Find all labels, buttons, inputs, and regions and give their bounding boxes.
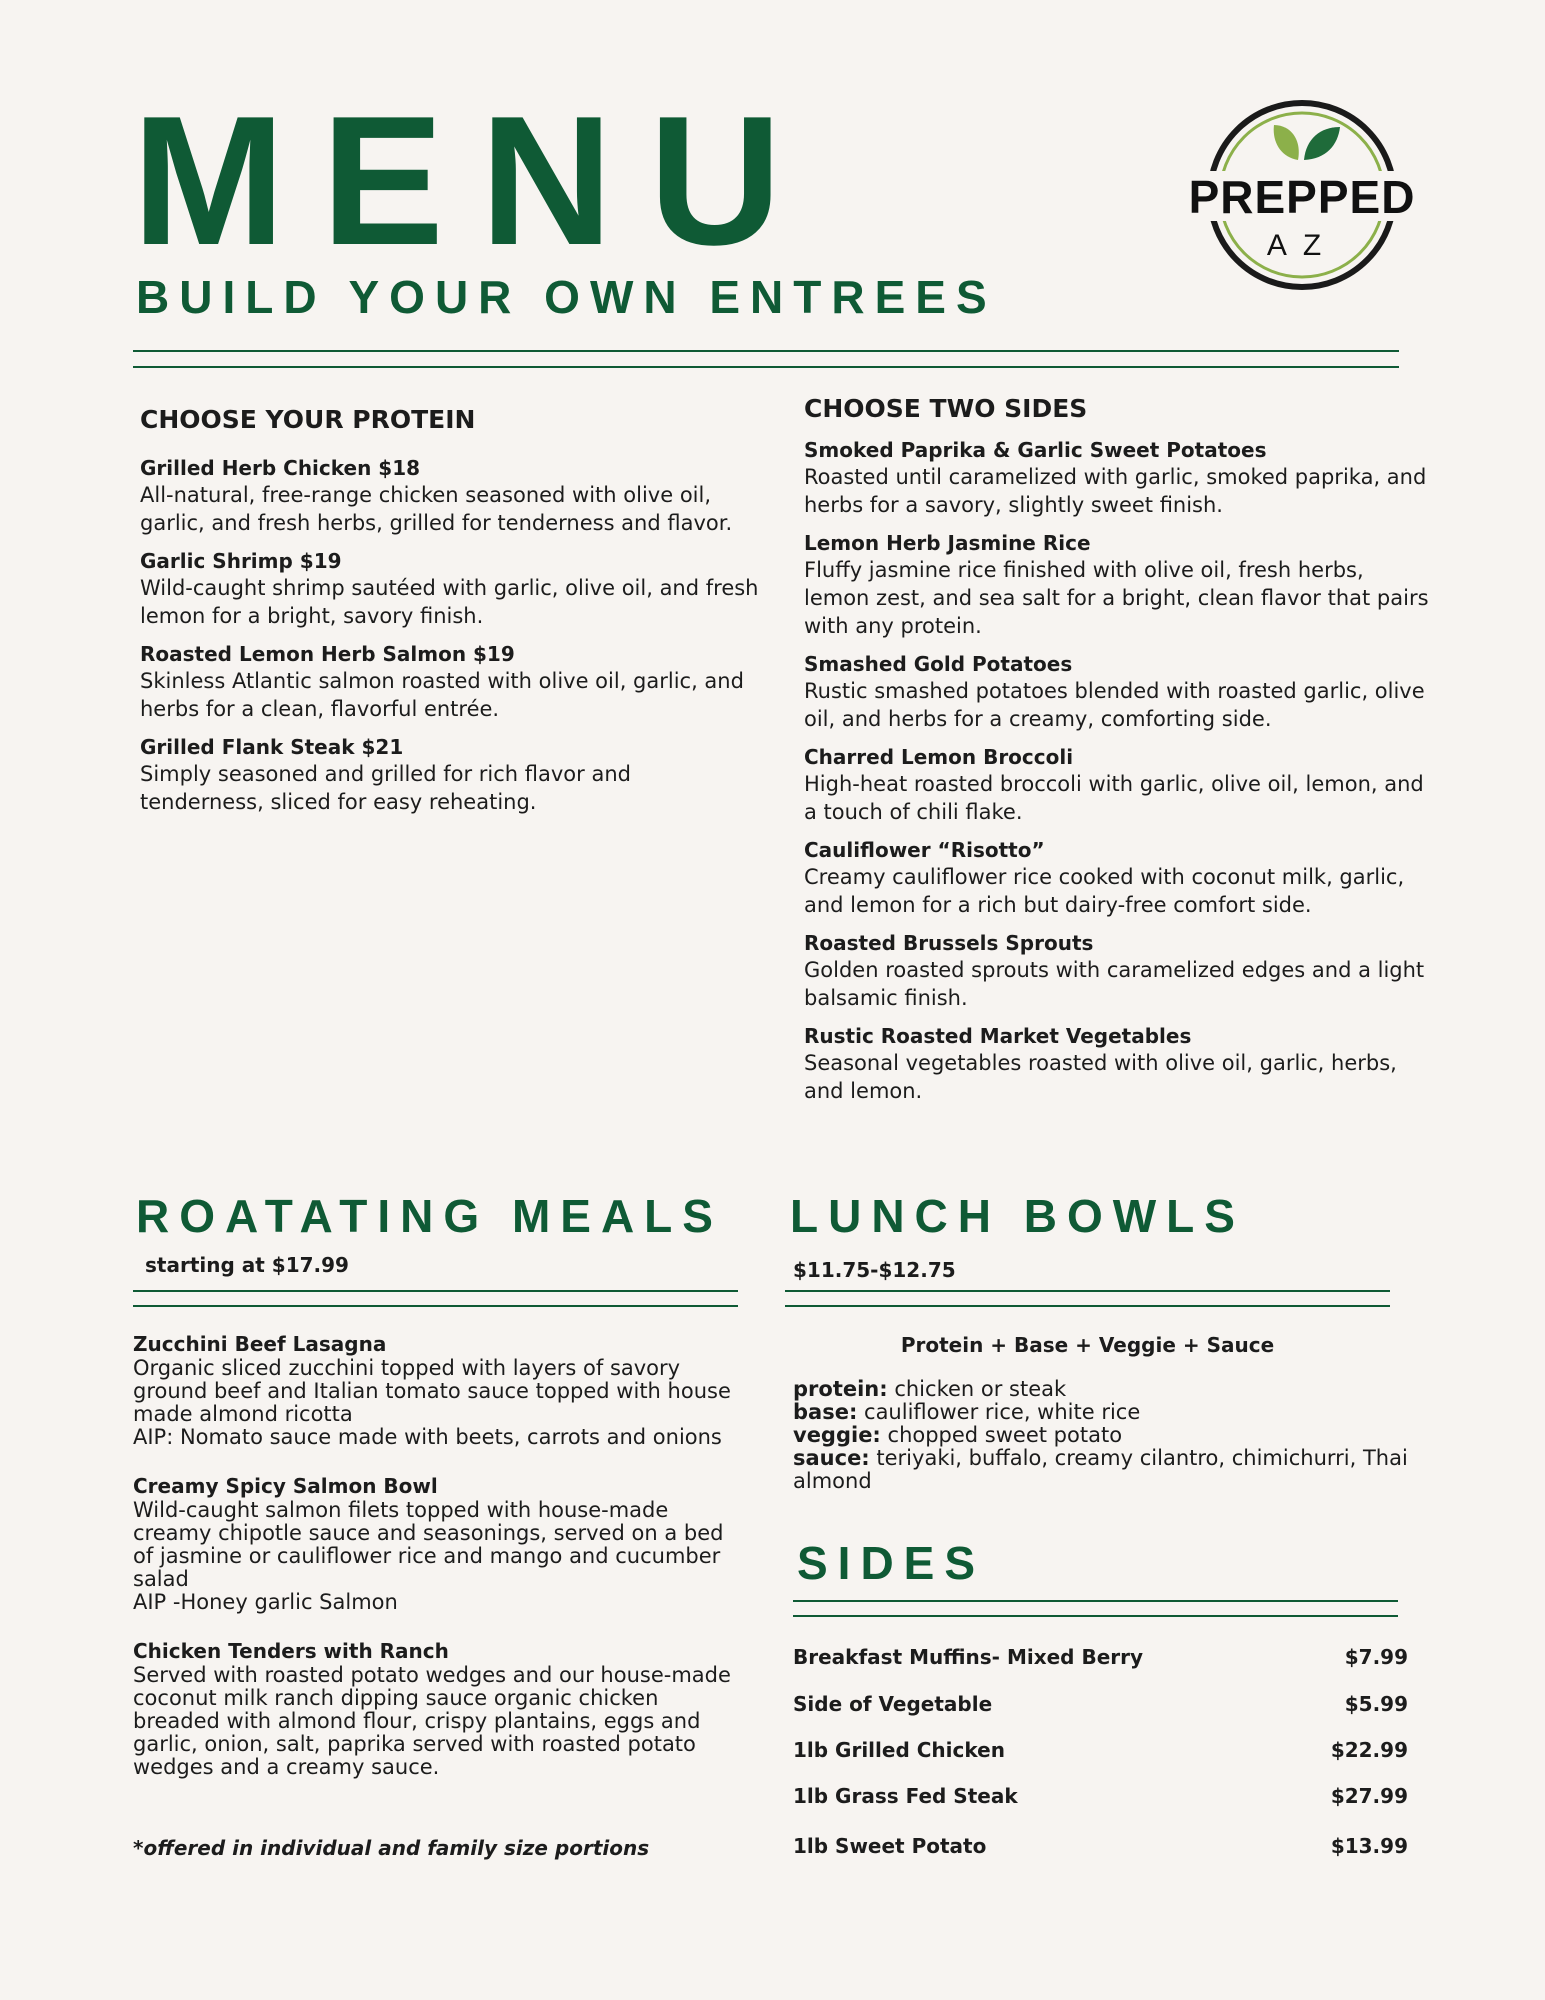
protein-item-desc: Skinless Atlantic salmon roasted with olive oil, garlic, and herbs for a clean, flavorful entrée. [140,669,744,721]
leaf-icon [1274,125,1340,160]
meal-name: Chicken Tenders with Ranch [133,1639,449,1663]
side-choice-name: Lemon Herb Jasmine Rice [804,531,1091,555]
meal-name: Creamy Spicy Salmon Bowl [133,1474,438,1498]
bowl-option [793,1378,1418,1401]
side-name: 1lb Sweet Potato [793,1834,987,1858]
side-choice-item [804,930,1429,1012]
meal-name: Zucchini Beef Lasagna [133,1332,387,1356]
side-name: Breakfast Muffins- Mixed Berry [793,1645,1144,1669]
bowl-option-value: cauliflower rice, white rice [857,1400,1141,1424]
meal-item [133,1331,748,1449]
header-rule-top [133,350,1399,352]
side-choice-name: Rustic Roasted Market Vegetables [804,1024,1192,1048]
protein-item-name: Garlic Shrimp $19 [140,549,342,573]
side-choice-desc: Roasted until caramelized with garlic, smoked paprika, and herbs for a savory, slightly sweet finish. [804,465,1427,517]
meal-desc: Organic sliced zucchini topped with layers of savory ground beef and Italian tomato sauce topped with house made almond ricotta [133,1356,731,1426]
sides-rule-bottom [793,1615,1398,1617]
lunch-heading: LUNCH BOWLS [790,1190,1245,1242]
protein-item-name: Grilled Flank Steak $21 [140,735,404,759]
side-choice-desc: Seasonal vegetables roasted with olive oil, garlic, herbs, and lemon. [804,1051,1397,1103]
side-choice-desc: High-heat roasted broccoli with garlic, olive oil, lemon, and a touch of chili flake. [804,772,1424,824]
protein-item [140,455,760,537]
side-choice-name: Smashed Gold Potatoes [804,652,1073,676]
sides-rule-top [793,1600,1398,1602]
side-choice-desc: Rustic smashed potatoes blended with roasted garlic, olive oil, and herbs for a creamy, comforting side. [804,679,1425,731]
side-choice-desc: Fluffy jasmine rice finished with olive oil, fresh herbs, lemon zest, and sea salt for a bright, clean flavor that pairs with any protein. [804,558,1429,638]
logo-sub: AZ [1266,229,1338,262]
side-choice-name: Charred Lemon Broccoli [804,745,1074,769]
protein-list [140,455,760,827]
side-price: $27.99 [1330,1784,1408,1808]
bowl-option [793,1447,1418,1493]
protein-item-name: Roasted Lemon Herb Salmon $19 [140,642,515,666]
lunch-options [793,1378,1418,1493]
protein-item-name: Grilled Herb Chicken $18 [140,456,421,480]
side-row [793,1694,1408,1714]
protein-item-desc: All-natural, free-range chicken seasoned with olive oil, garlic, and fresh herbs, grilled for tenderness and flavor. [140,483,733,535]
bowl-option-label: sauce: [793,1446,870,1470]
protein-item-desc: Wild-caught shrimp sautéed with garlic, olive oil, and fresh lemon for a bright, savory finish. [140,576,759,628]
bowl-option-value: chicken or steak [887,1377,1067,1401]
page-subtitle: BUILD YOUR OWN ENTREES [136,271,997,323]
meal-aip-note: AIP: Nomato sauce made with beets, carrots and onions [133,1425,722,1449]
rotating-price-note: starting at $17.99 [145,1253,349,1277]
protein-item [140,641,760,723]
side-choice-desc: Golden roasted sprouts with caramelized edges and a light balsamic finish. [804,958,1425,1010]
portion-footnote: *offered in individual and family size portions [133,1836,650,1860]
side-choice-item [804,837,1429,919]
side-row [793,1836,1408,1856]
side-name: Side of Vegetable [793,1692,993,1716]
rotating-rule-bottom [133,1305,738,1307]
side-choice-item [804,651,1429,733]
side-choice-item [804,437,1429,519]
side-row [793,1786,1408,1806]
side-choice-desc: Creamy cauliflower rice cooked with coconut milk, garlic, and lemon for a rich but dairy-free comfort side. [804,865,1405,917]
meal-item [133,1638,748,1779]
side-choice-name: Cauliflower “Risotto” [804,838,1045,862]
protein-heading: CHOOSE YOUR PROTEIN [140,405,476,434]
sides-heading: SIDES [797,1537,986,1589]
rotating-rule-top [133,1290,738,1292]
bowl-option-value: chopped sweet potato [880,1423,1123,1447]
side-choice-name: Roasted Brussels Sprouts [804,931,1094,955]
bowl-option-label: protein: [793,1377,888,1401]
side-name: 1lb Grass Fed Steak [793,1784,1018,1808]
side-row [793,1740,1408,1760]
bowl-option-value: teriyaki, buffalo, creamy cilantro, chimichurri, Thai almond [793,1446,1408,1493]
meal-desc: Served with roasted potato wedges and our house-made coconut milk ranch dipping sauce organic chicken breaded with almond flour, crispy plantains, eggs and garlic, onion, salt, paprika served with roasted potato wedges and a creamy sauce. [133,1663,731,1779]
prepped-az-logo [1170,95,1434,295]
bowl-option [793,1401,1418,1424]
protein-item [140,548,760,630]
meal-aip-note: AIP -Honey garlic Salmon [133,1590,398,1614]
logo-word: PREPPED [1188,171,1416,223]
lunch-rule-top [785,1290,1390,1292]
side-choice-item [804,1023,1429,1105]
side-choice-name: Smoked Paprika & Garlic Sweet Potatoes [804,438,1267,462]
rotating-list [133,1331,748,1803]
side-name: 1lb Grilled Chicken [793,1738,1005,1762]
protein-item [140,734,760,816]
header-rule-bottom [133,366,1399,368]
side-choice-item [804,744,1429,826]
side-price: $13.99 [1330,1834,1408,1858]
side-row [793,1647,1408,1667]
side-price: $22.99 [1330,1738,1408,1762]
meal-item [133,1473,748,1614]
side-choice-item [804,530,1429,640]
side-price: $5.99 [1344,1692,1408,1716]
bowl-option-label: base: [793,1400,858,1424]
lunch-formula: Protein + Base + Veggie + Sauce [900,1333,1275,1357]
lunch-price-note: $11.75-$12.75 [793,1258,956,1282]
lunch-rule-bottom [785,1305,1390,1307]
bowl-option [793,1424,1418,1447]
logo-graphic [1170,95,1434,295]
rotating-heading: ROATATING MEALS [136,1190,723,1242]
side-price: $7.99 [1344,1645,1408,1669]
bowl-option-label: veggie: [793,1423,881,1447]
protein-item-desc: Simply seasoned and grilled for rich flavor and tenderness, sliced for easy reheating. [140,762,631,814]
page-title: MENU [132,77,818,283]
meal-desc: Wild-caught salmon filets topped with house-made creamy chipotle sauce and seasonings, served on a bed of jasmine or cauliflower rice and mango and cucumber salad [133,1498,724,1591]
sides-choice-list [804,437,1429,1116]
sides-choice-heading: CHOOSE TWO SIDES [804,394,1088,423]
